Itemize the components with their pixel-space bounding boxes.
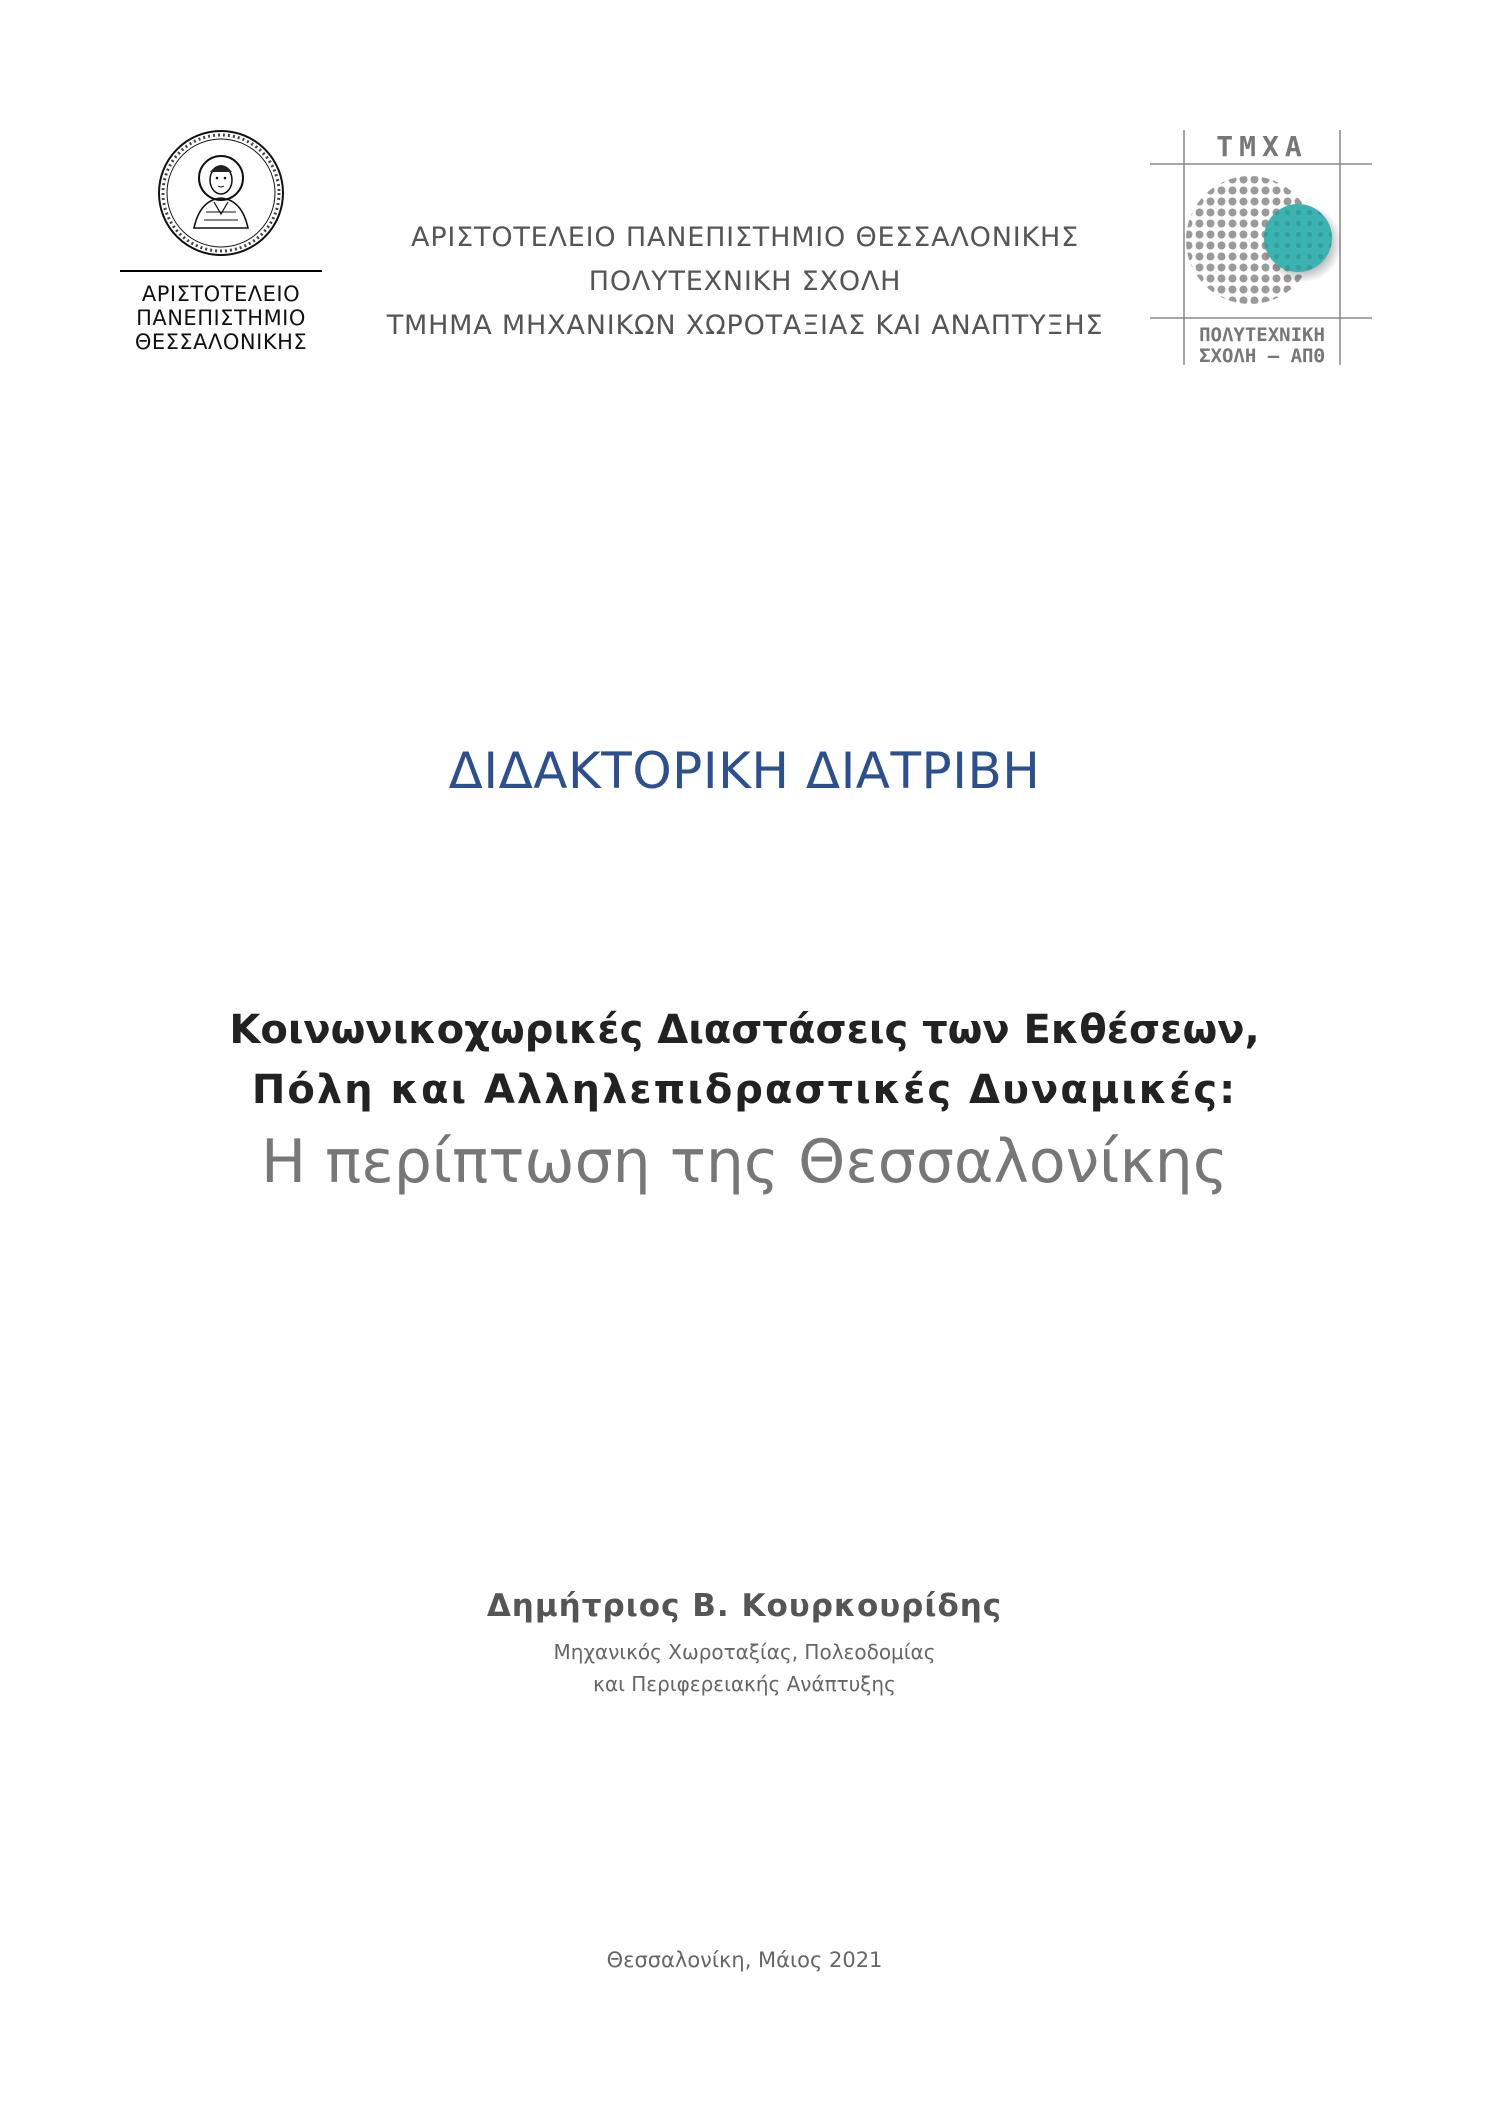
university-logo	[120, 128, 322, 354]
thesis-subtitle: Η περίπτωση της Θεσσαλονίκης	[260, 1127, 1229, 1197]
title-line-1: Κοινωνικοχωρικές Διαστάσεις των Εκθέσεων,	[229, 1007, 1260, 1053]
thesis-title	[0, 1000, 1489, 1202]
author-role	[0, 1636, 1489, 1700]
logo-name-line: ΠΑΝΕΠΙΣΤΗΜΙΟ	[136, 306, 306, 330]
institution-line: ΑΡΙΣΤΟΤΕΛΕΙΟ ΠΑΝΕΠΙΣΤΗΜΙΟ ΘΕΣΣΑΛΟΝΙΚΗΣ	[411, 222, 1079, 253]
logo-name-line: ΑΡΙΣΤΟΤΕΛΕΙΟ	[141, 282, 301, 306]
tmxa-logo-top-text: ΤΜΧΑ	[1216, 130, 1308, 163]
author-role-line: Μηχανικός Χωροταξίας, Πολεοδομίας	[553, 1640, 936, 1664]
school-line: ΠΟΛΥΤΕΧΝΙΚΗ ΣΧΟΛΗ	[588, 266, 902, 297]
institution-header	[330, 216, 1160, 348]
title-line-2: Πόλη και Αλληλεπιδραστικές Δυναμικές:	[251, 1067, 1238, 1113]
tmxa-logo-icon	[1150, 130, 1372, 365]
department-line: ΤΜΗΜΑ ΜΗΧΑΝΙΚΩΝ ΧΩΡΟΤΑΞΙΑΣ ΚΑΙ ΑΝΑΠΤΥΞΗΣ	[386, 310, 1104, 341]
author-block	[0, 1584, 1489, 1700]
tmxa-logo-bottom-line: ΠΟΛΥΤΕΧΝΙΚΗ	[1199, 324, 1325, 346]
university-logo-name	[120, 282, 322, 354]
logo-name-line: ΘΕΣΣΑΛΟΝΙΚΗΣ	[134, 330, 308, 354]
author-name: Δημήτριος Β. Κουρκουρίδης	[486, 1588, 1003, 1624]
place-date: Θεσσαλονίκη, Μάιος 2021	[606, 1948, 883, 1972]
thesis-type: ΔΙΔΑΚΤΟΡΙΚΗ ΔΙΑΤΡΙΒΗ	[448, 742, 1041, 800]
author-role-line: και Περιφερειακής Ανάπτυξης	[593, 1672, 896, 1696]
logo-divider	[120, 270, 322, 272]
university-seal-icon	[156, 128, 286, 258]
tmxa-logo-bottom-line: ΣΧΟΛΗ – ΑΠΘ	[1199, 345, 1325, 365]
